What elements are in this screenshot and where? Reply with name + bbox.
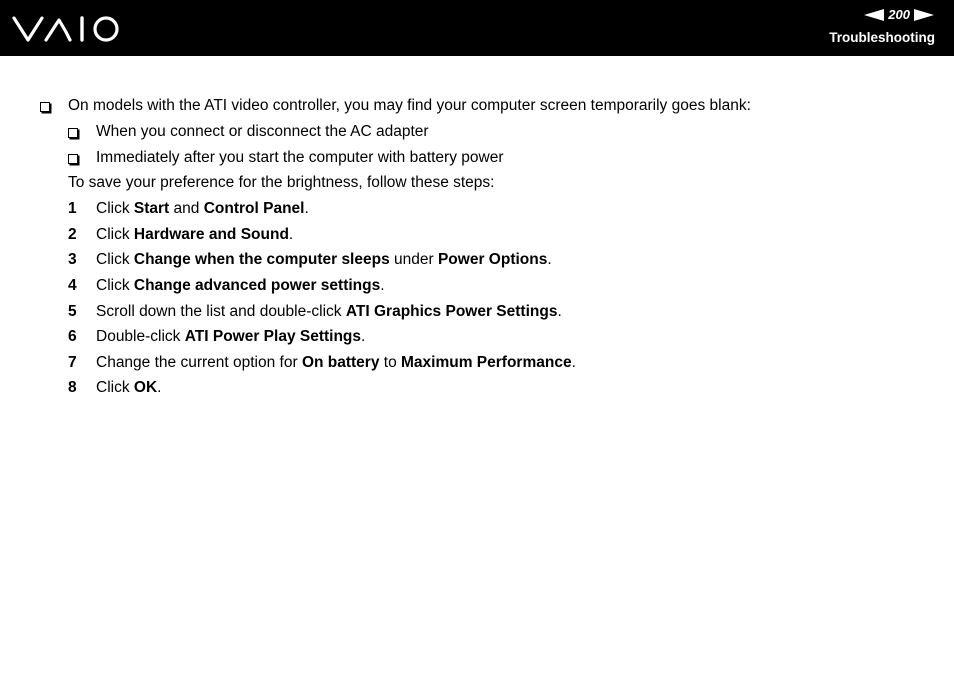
step-number: 6 — [68, 328, 77, 345]
step-text-part: . — [157, 379, 162, 396]
step-text — [96, 276, 385, 296]
bullet-text: On models with the ATI video controller, you may find your computer screen temporarily goes blank: — [68, 97, 751, 114]
step-emphasis: Control Panel — [203, 200, 305, 217]
step-emphasis: Power Options — [437, 251, 548, 268]
step-text — [96, 250, 552, 270]
step-number: 8 — [68, 379, 77, 396]
sub-bullet-text: Immediately after you start the computer with battery power — [96, 149, 504, 166]
step-text-part: . — [571, 354, 576, 371]
step-text-part: . — [361, 328, 366, 345]
step-emphasis: ATI Power Play Settings — [184, 328, 362, 345]
step-emphasis: On battery — [301, 354, 380, 371]
step-text-part: Click — [96, 226, 134, 243]
previous-page-arrow-icon[interactable] — [864, 8, 884, 22]
step-number: 1 — [68, 200, 77, 217]
bullet-box-icon — [40, 102, 50, 112]
step-text-part: Click — [96, 251, 134, 268]
step-text-part: Click — [96, 277, 134, 294]
step-text-part: . — [288, 226, 294, 243]
sub-bullet-text: When you connect or disconnect the AC adapter — [96, 123, 429, 140]
step-emphasis: Change when the computer sleeps — [133, 251, 390, 268]
step-text — [96, 225, 293, 245]
step-number: 5 — [68, 303, 77, 320]
next-page-arrow-icon[interactable] — [914, 8, 934, 22]
vaio-logo — [12, 14, 122, 44]
step-text-part: . — [380, 277, 385, 294]
step-emphasis: Maximum Performance — [401, 354, 572, 371]
step-emphasis: ATI Graphics Power Settings — [345, 303, 558, 320]
steps-intro: To save your preference for the brightness, follow these steps: — [68, 174, 495, 191]
section-title: Troubleshooting — [829, 30, 935, 45]
step-emphasis: Hardware and Sound — [133, 226, 289, 243]
step-number: 3 — [68, 251, 77, 268]
step-number: 2 — [68, 226, 77, 243]
step-text-part: Scroll down the list and double-click — [96, 303, 346, 320]
step-number: 7 — [68, 354, 77, 371]
step-text-part: . — [557, 303, 562, 320]
step-text-part: and — [169, 200, 204, 217]
step-text-part: Double-click — [96, 328, 185, 345]
step-emphasis: OK — [133, 379, 158, 396]
step-text-part: to — [379, 354, 401, 371]
step-emphasis: Change advanced power settings — [133, 277, 381, 294]
page-header — [0, 0, 954, 56]
step-text — [96, 199, 309, 219]
step-text-part: under — [389, 251, 438, 268]
step-text — [96, 302, 562, 322]
page-navigator — [864, 7, 934, 23]
step-emphasis: Start — [133, 200, 170, 217]
step-number: 4 — [68, 277, 77, 294]
page-number: 200 — [888, 7, 910, 22]
step-text-part: Click — [96, 200, 134, 217]
step-text — [96, 327, 365, 347]
step-text — [96, 378, 161, 398]
step-text-part: . — [304, 200, 309, 217]
step-text — [96, 353, 576, 373]
bullet-box-icon — [68, 154, 78, 164]
step-text-part: Click — [96, 379, 134, 396]
step-text-part: Change the current option for — [96, 354, 302, 371]
step-text-part: . — [547, 251, 552, 268]
bullet-box-icon — [68, 128, 78, 138]
